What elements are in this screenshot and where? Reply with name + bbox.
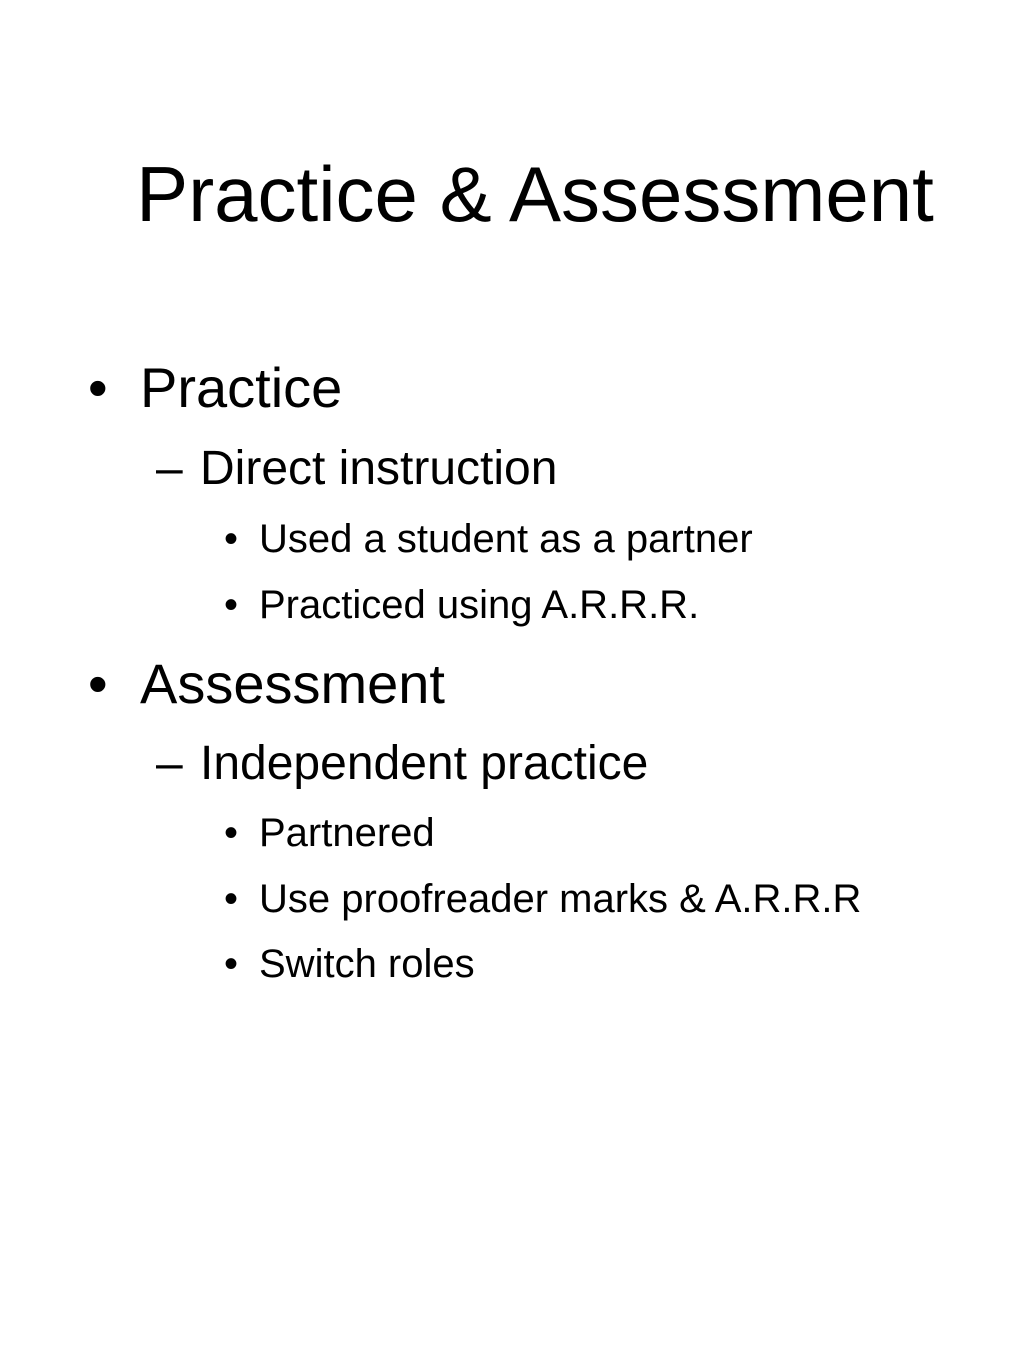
bullet-icon: • — [88, 356, 108, 419]
dash-icon: – — [156, 737, 183, 790]
bullet-icon: • — [224, 877, 239, 921]
item-proofreader-marks: Use proofreader marks & A.R.R.R — [259, 877, 862, 921]
bullet-icon: • — [88, 652, 108, 715]
bullet-practice: Practice — [140, 356, 343, 419]
sub-direct-instruction: Direct instruction — [200, 442, 558, 495]
dash-icon: – — [156, 442, 183, 495]
item-used-student-partner: Used a student as a partner — [259, 517, 753, 561]
slide-title: Practice & Assessment — [136, 150, 934, 238]
item-switch-roles: Switch roles — [259, 942, 475, 986]
bullet-icon: • — [224, 583, 239, 627]
bullet-icon: • — [224, 942, 239, 986]
sub-independent-practice: Independent practice — [200, 737, 649, 790]
bullet-icon: • — [224, 517, 239, 561]
item-partnered: Partnered — [259, 811, 435, 855]
bullet-assessment: Assessment — [140, 652, 445, 715]
bullet-icon: • — [224, 811, 239, 855]
item-practiced-arrr: Practiced using A.R.R.R. — [259, 583, 700, 627]
